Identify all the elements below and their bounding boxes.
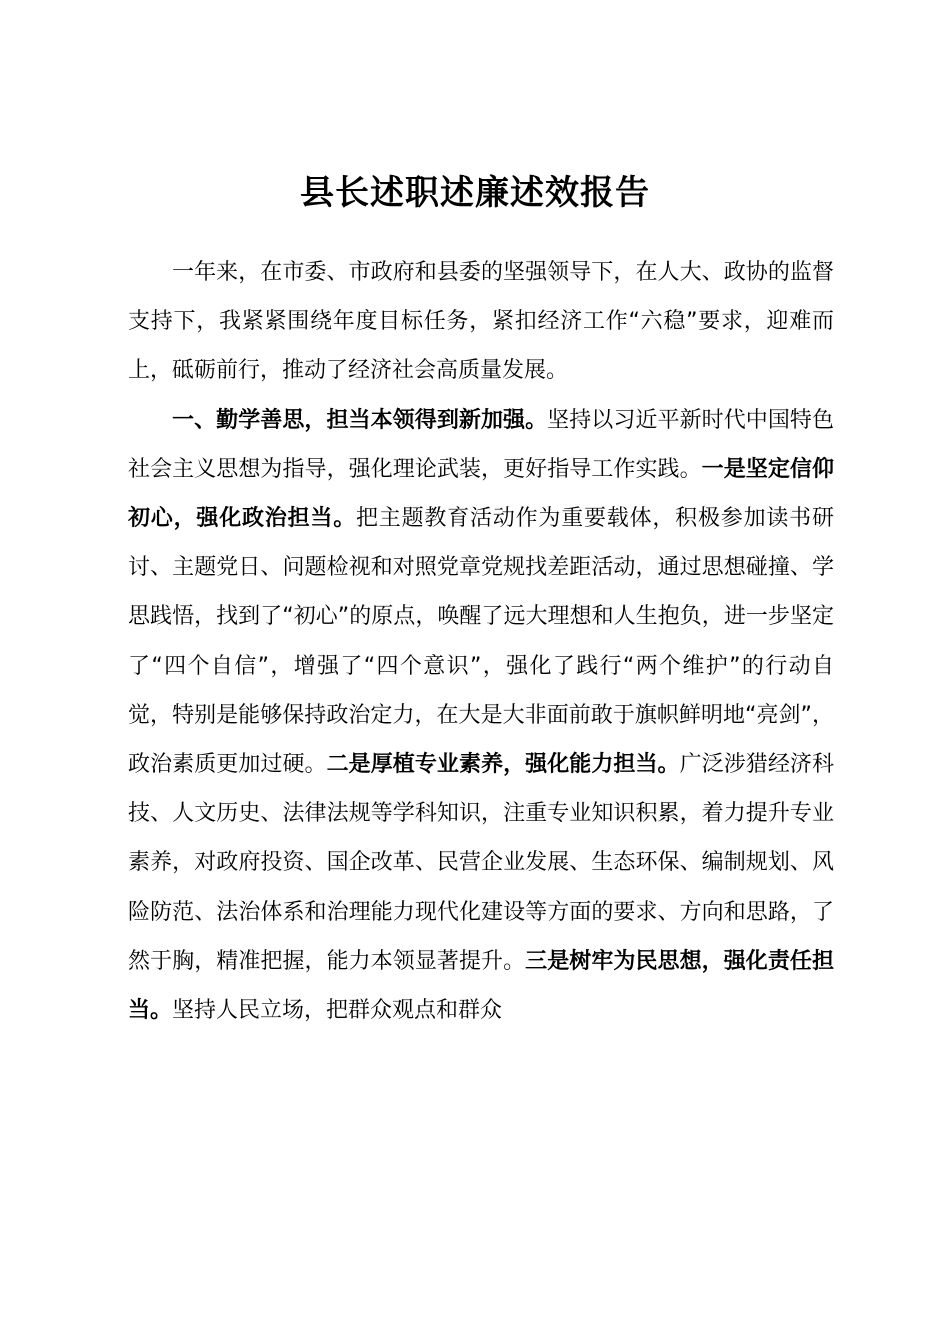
point-3-text: 坚持人民立场，把群众观点和群众 — [172, 998, 503, 1024]
point-3-heading: 三是树牢为民思想，强化责任担当。 — [128, 948, 834, 1024]
document-title: 县长述职述廉述效报告 — [300, 173, 650, 213]
point-2-text: 广泛涉猎经济科技、人文历史、法律法规等学科知识，注重专业知识积累，着力提升专业素养，对政府投资、国企改革、民营企业发展、生态环保、编制规划、风险防范、法治体系和治理能力现代化建设等方面的要求、方向和思路，了然于胸，精准把握，能力本领显著提升。 — [128, 752, 834, 974]
section-1-paragraph — [128, 396, 834, 1036]
section-1-heading: 一、勤学善思，担当本领得到新加强。 — [172, 407, 548, 433]
point-1-text: 把主题教育活动作为重要载体，积极参加读书研讨、主题党日、问题检视和对照党章党规找差距活动，通过思想碰撞、学思践悟，找到了“初心”的原点，唤醒了远大理想和人生抱负，进一步坚定了“四个自信”，增强了“四个意识”，强化了践行“两个维护”的行动自觉，特别是能够保持政治定力，在大是大非面前敢于旗帜鲜明地“亮剑”，政治素质更加过硬。 — [128, 506, 834, 778]
intro-paragraph: 一年来，在市委、市政府和县委的坚强领导下，在人大、政协的监督支持下，我紧紧围绕年度目标任务，紧扣经济工作“六稳”要求，迎难而上，砥砺前行，推动了经济社会高质量发展。 — [128, 260, 834, 384]
point-1-heading: 一是坚定信仰初心，强化政治担当。 — [128, 456, 834, 532]
document-body — [128, 248, 834, 1035]
section-1-lead: 坚持以习近平新时代中国特色社会主义思想为指导，强化理论武装，更好指导工作实践。 — [128, 407, 834, 482]
point-2-heading: 二是厚植专业素养，强化能力担当。 — [326, 752, 680, 778]
